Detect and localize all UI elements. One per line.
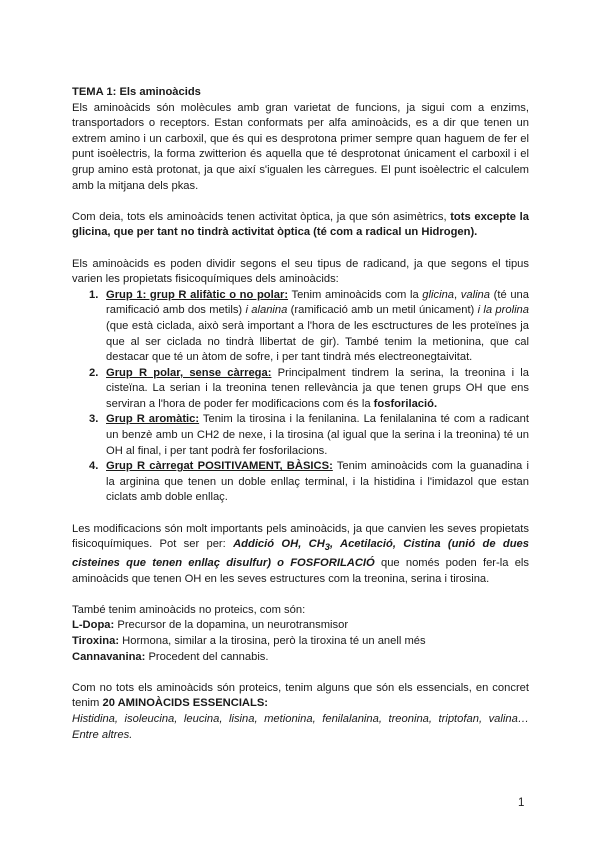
document-body bbox=[72, 85, 529, 743]
classification-intro: Els aminoàcids es poden dividir segons el seu tipus de radicand, ja que segons el tipus varien les propietats fisicoquímiques dels aminoàcids: bbox=[72, 257, 529, 286]
non-proteic-item-ldopa: L-Dopa: Precursor de la dopamina, un neurotransmisor bbox=[72, 619, 349, 632]
optical-activity-paragraph: Com deia, tots els aminoàcids tenen activitat òptica, ja que són asimètrics, tots excepte la glicina, que per tant no tindrà activitat òptica (té com a radical un Hidrogen). bbox=[72, 210, 529, 239]
intro-paragraph: Els aminoàcids són molècules amb gran varietat de funcions, ja sigui com a enzims, transportadors o receptors. Estan conformats per alfa aminoàcids, es a dir que tenen un extrem amino i un carboxil, que és qui es desprotona primer sempre quan haguem de fer el punt isoèlectris, la forma zwitterion és aquella que té desprotonat únicament el carboxil i el grup amino està protonat, ja que així s'igualen les càrregues. El punt isoèlectric el calculem amb la mitjana dels pkas. bbox=[72, 101, 529, 192]
essential-amino-acid-list: Histidina, isoleucina, leucina, lisina, metionina, fenilalanina, treonina, triptofan, valina… Entre altres. bbox=[72, 712, 529, 741]
essential-paragraph: Com no tots els aminoàcids són proteics, tenim alguns que són els essencials, en concret tenim 20 AMINOÀCIDS ESSENCIALS: bbox=[72, 681, 529, 710]
list-item-group-4: 4. Grup R càrregat POSITIVAMENT, BÀSICS: Tenim aminoàcids com la guanadina i la arginina que tenen un doble enllaç terminal, i la histidina i l'imidazol que estan ciclats amb doble enllaç. bbox=[89, 460, 529, 504]
non-proteic-intro: També tenim aminoàcids no proteics, com són: bbox=[72, 603, 306, 616]
section-title: TEMA 1: Els aminoàcids bbox=[72, 86, 201, 98]
list-item-group-1: 1. Grup 1: grup R alifàtic o no polar: Tenim aminoàcids com la glicina, valina (té una ramificació amb dos metils) i alanina (ramificació amb un metil únicament) i la prolina (que està ciclada, això serà important a l'hora de les esctructures de les proteïnes ja que al ser ciclada no tindrà llibertat de gir). També tenim la metionina, que cal destacar que té un àtom de sofre, i per tant tindrà més electreonegtaivitat. bbox=[89, 288, 529, 364]
list-item-group-2: 2. Grup R polar, sense càrrega: Principalment tindrem la serina, la treonina i la cisteïna. La serian i la treonina tenen rellevància ja que tenen grups OH que ens serviran a l'hora de poder fer modificacions com és la fosforilació. bbox=[89, 366, 529, 410]
page-number: 1 bbox=[518, 797, 525, 809]
non-proteic-item-cannavanina: Cannavanina: Procedent del cannabis. bbox=[72, 650, 269, 663]
modifications-paragraph: Les modificacions són molt importants pels aminoàcids, ja que canvien les seves propietats fisicoquímiques. Pot ser per: Addició OH, $CH_3$, Acetilació, Cistina (unió de dues cisteines que tenen enllaç disulfur) o FOSFORILACIÓ que només poden fer-la els aminoàcids que tenen OH en les seves estructures com la treonina, serina i tirosina. bbox=[72, 522, 529, 585]
list-item-group-3: 3. Grup R aromàtic: Tenim la tirosina i la fenilanina. La fenilalanina té com a radicant un benzè amb un CH2 de nexe, i la tirosina (al igual que la serina i la treonina) té un OH al final, i per tant podrà fer fosforilacions. bbox=[89, 413, 529, 457]
non-proteic-item-tiroxina: Tiroxina: Hormona, similar a la tirosina, però la tiroxina té un anell més bbox=[72, 635, 426, 648]
amino-acid-groups-list bbox=[72, 288, 529, 506]
